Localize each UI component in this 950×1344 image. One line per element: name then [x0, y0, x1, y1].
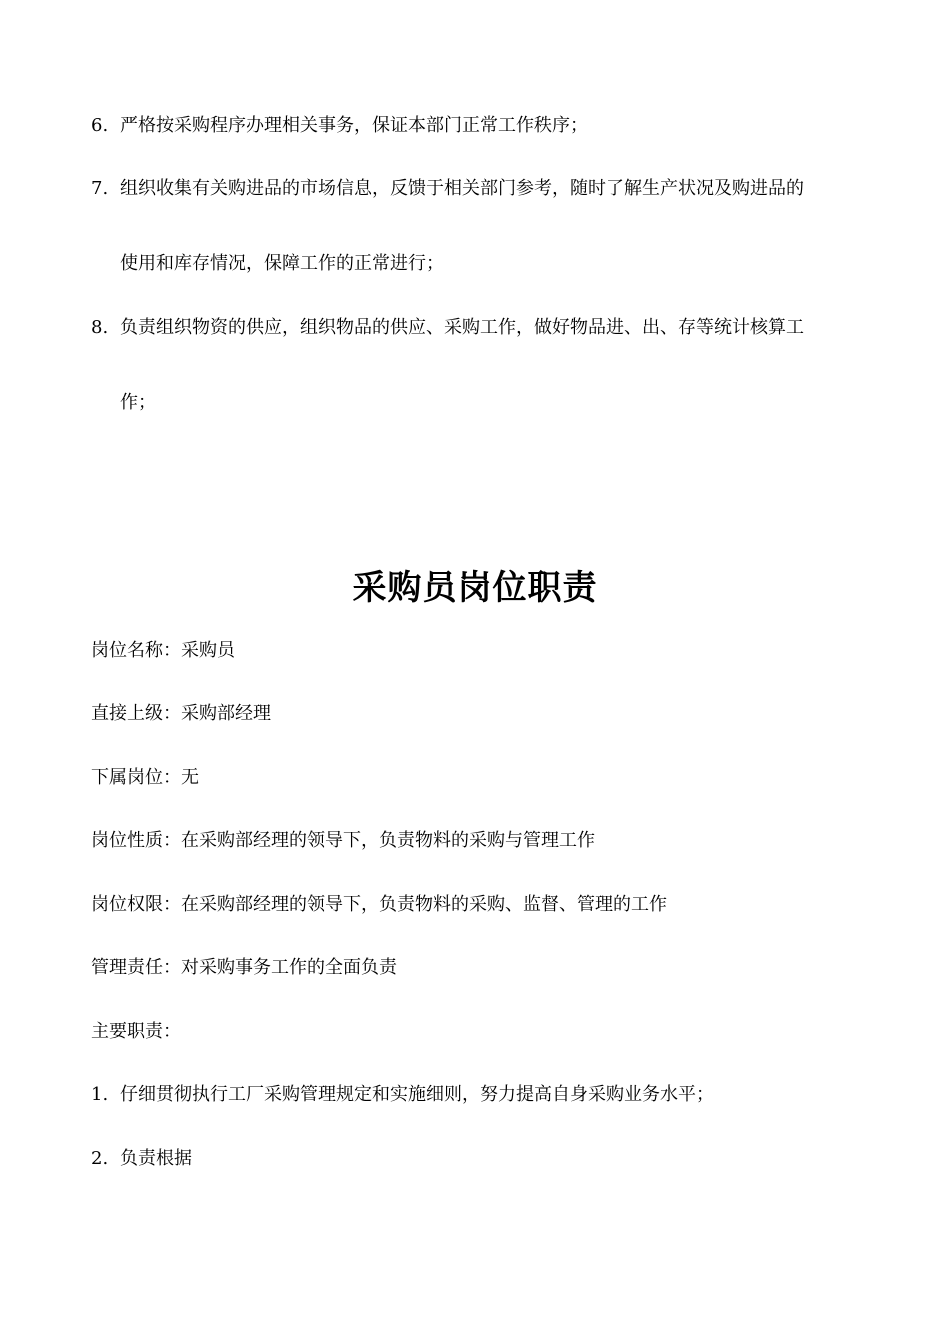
duty-item-1 [91, 1082, 714, 1108]
list-number: 2. [91, 1148, 109, 1169]
list-number: 1. [91, 1084, 109, 1105]
list-item-8 [91, 315, 804, 341]
field-position-authority: 岗位权限：在采购部经理的领导下，负责物料的采购、监督、管理的工作 [91, 894, 667, 915]
list-number: 8. [91, 317, 109, 338]
duty-item-2 [91, 1146, 192, 1172]
list-text: 负责根据 [120, 1148, 192, 1169]
field-management-responsibility: 管理责任：对采购事务工作的全面负责 [91, 957, 397, 978]
list-text: 严格按采购程序办理相关事务，保证本部门正常工作秩序； [120, 115, 588, 136]
field-subordinate: 下属岗位：无 [91, 767, 199, 788]
list-text: 负责组织物资的供应，组织物品的供应、采购工作，做好物品进、出、存等统计核算工 [120, 317, 804, 338]
list-text: 组织收集有关购进品的市场信息，反馈于相关部门参考，随时了解生产状况及购进品的 [120, 178, 804, 199]
field-direct-superior: 直接上级：采购部经理 [91, 703, 271, 724]
duties-heading: 主要职责： [91, 1021, 181, 1042]
list-text: 仔细贯彻执行工厂采购管理规定和实施细则，努力提高自身采购业务水平； [120, 1084, 714, 1105]
section-title: 采购员岗位职责 [352, 568, 598, 608]
field-position-nature: 岗位性质：在采购部经理的领导下，负责物料的采购与管理工作 [91, 830, 595, 851]
list-item-8-continuation: 作； [120, 392, 156, 413]
list-number: 6. [91, 115, 109, 136]
list-number: 7. [91, 178, 109, 199]
list-item-6 [91, 113, 588, 139]
list-item-7-continuation: 使用和库存情况，保障工作的正常进行； [120, 253, 444, 274]
list-item-7 [91, 176, 804, 202]
field-position-name: 岗位名称：采购员 [91, 640, 235, 661]
